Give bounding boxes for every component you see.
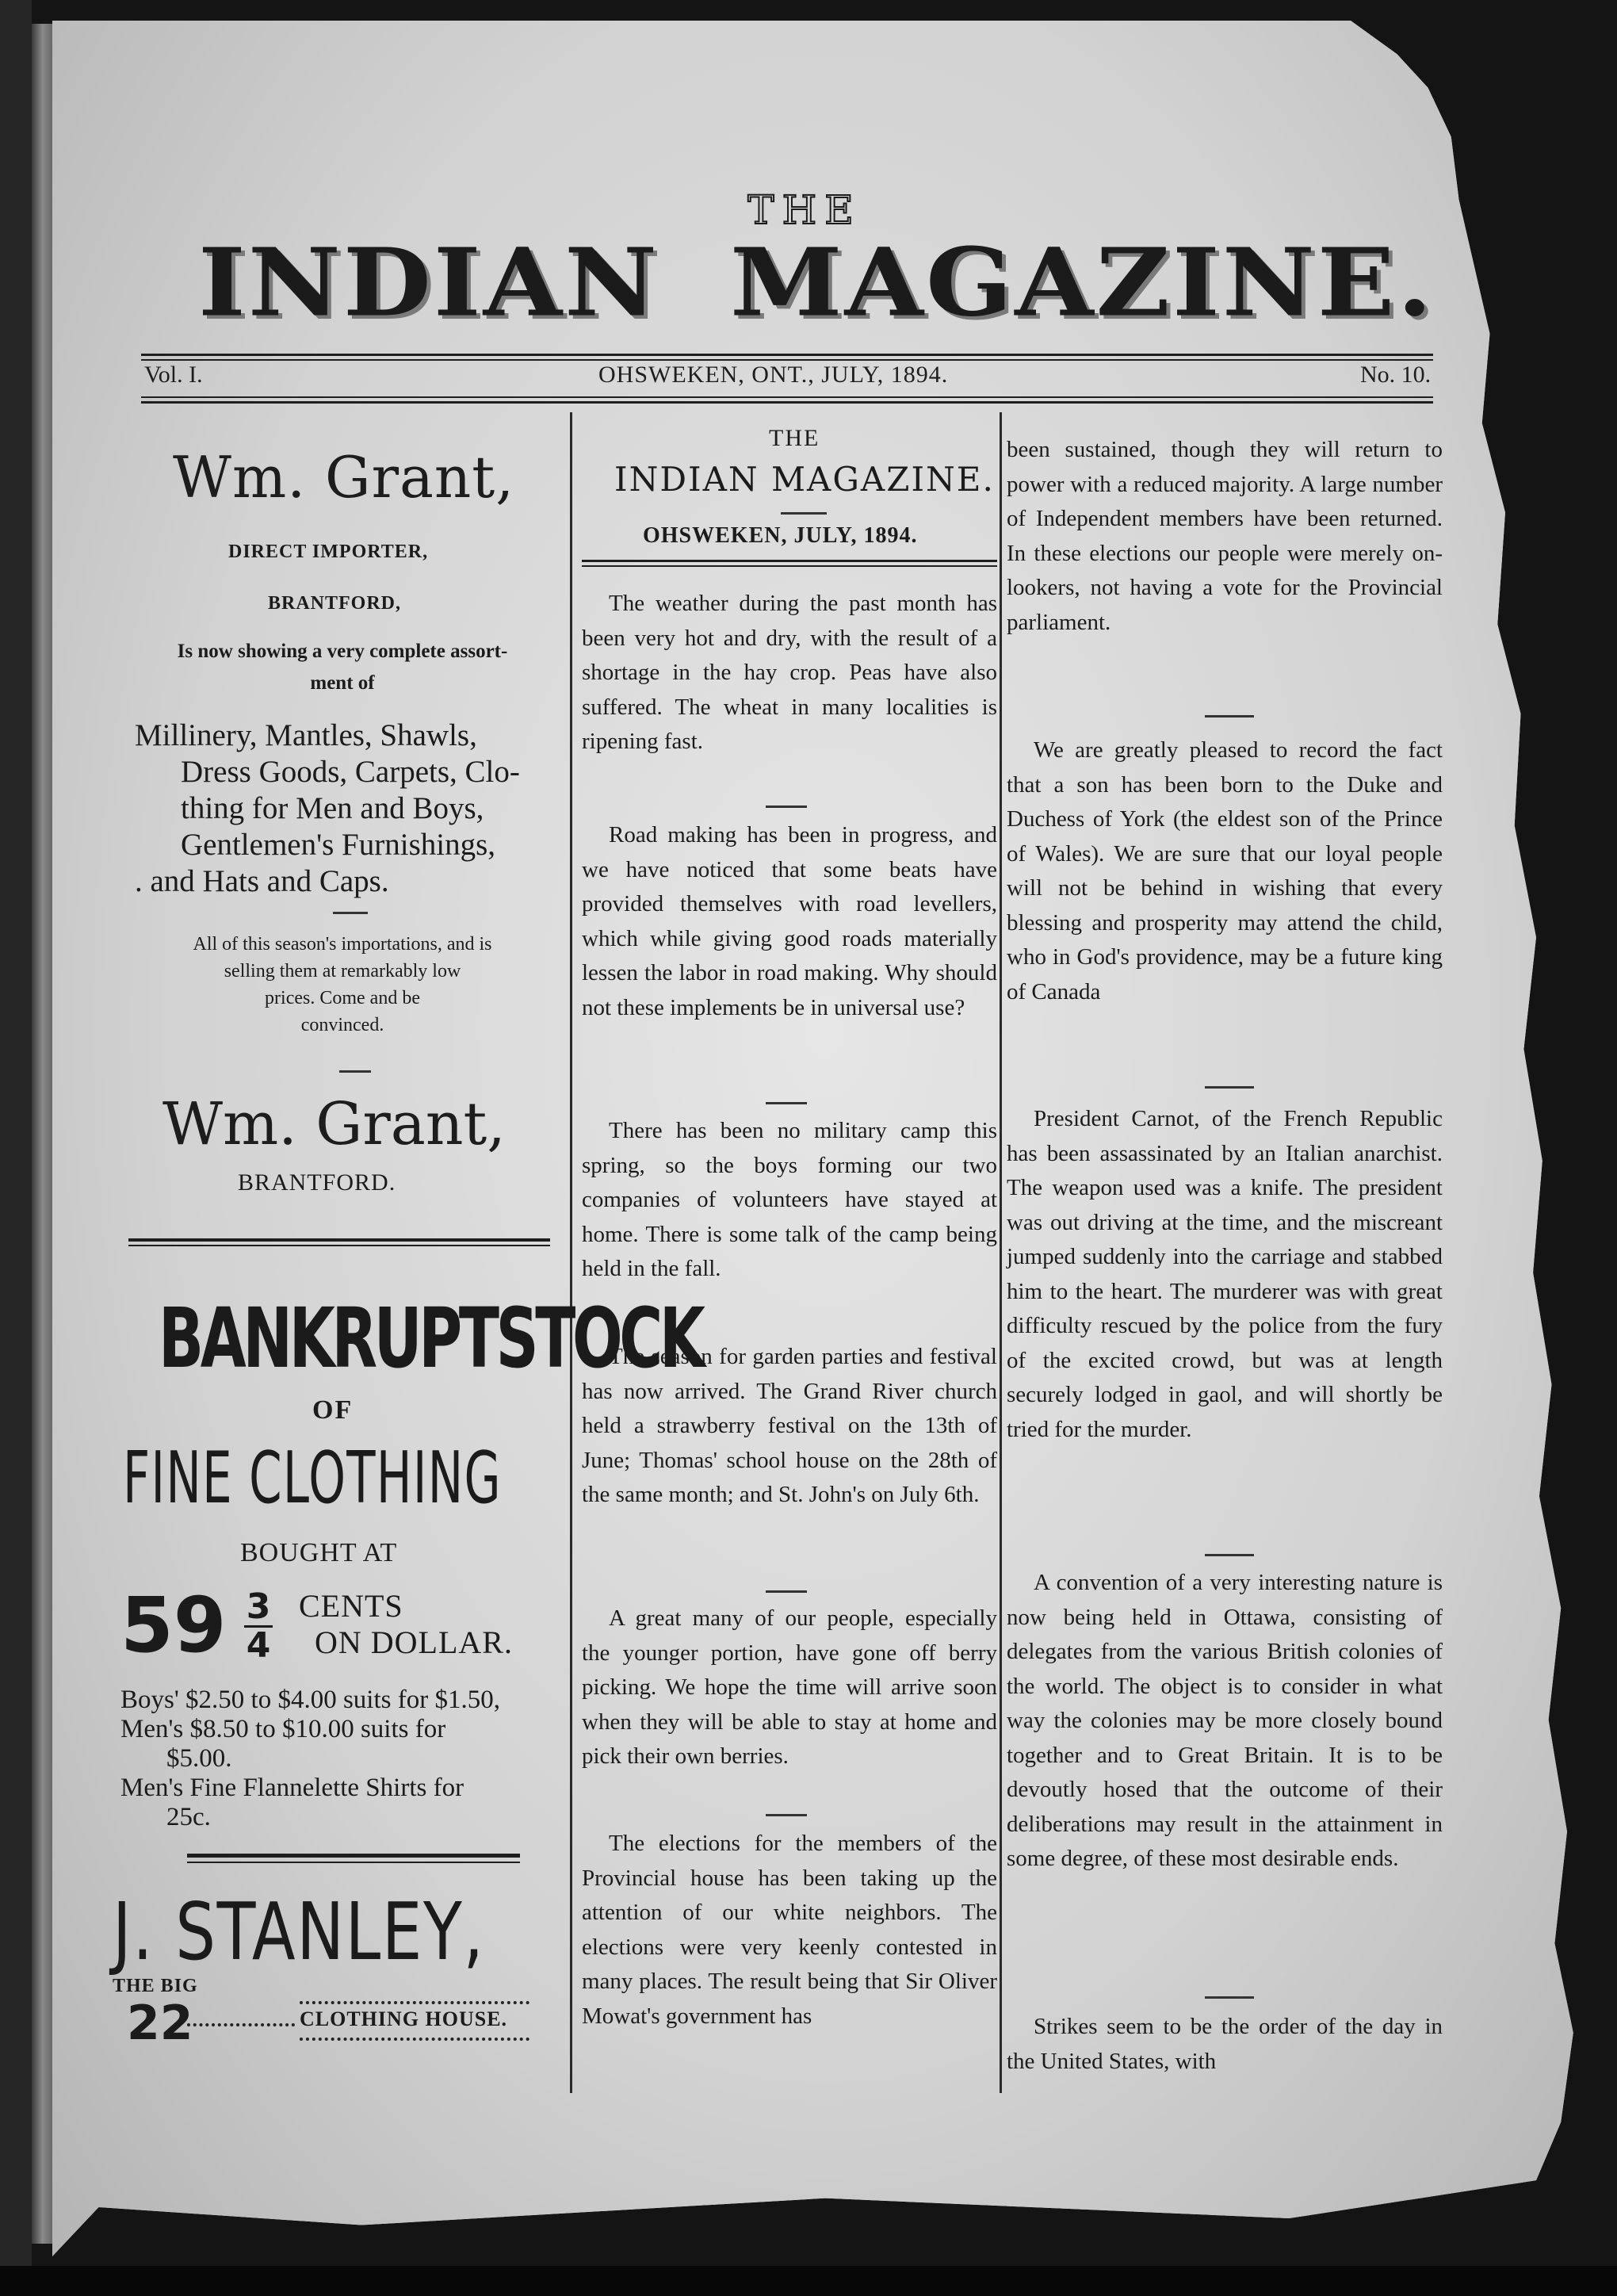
scan-bottom-border	[0, 2266, 1617, 2296]
goods-line: thing for Men and Boys,	[181, 791, 484, 825]
editorial-rule-2	[582, 565, 997, 567]
masthead-rule-top	[141, 354, 1433, 356]
goods-line: Millinery, Mantles, Shawls,	[135, 718, 477, 752]
ad-cents	[299, 1588, 513, 1661]
advertiser-name: Wm. Grant,	[173, 444, 515, 511]
article-paragraph: Strikes seem to be the order of the day in the United States, with	[1007, 2014, 1443, 2074]
ad-pitch-line: convinced.	[300, 1015, 384, 1035]
issue-number: No. 10.	[1360, 362, 1432, 388]
ad-headline-word: STOCK	[495, 1290, 702, 1387]
masthead-word-indian: INDIAN	[198, 228, 660, 338]
stanley-rule-2	[187, 1862, 520, 1863]
article-paragraph: The weather during the past month has been very hot and dry, with the result of a shortage in the hay crop. Peas have also suffered. The wheat in many localities is ripening fast.	[582, 591, 997, 754]
masthead-rule-top-2	[141, 359, 1433, 361]
ad-bought-at: BOUGHT AT	[240, 1538, 398, 1567]
binding-strip	[32, 24, 55, 2244]
ad-headline-word: BANKRUPT	[159, 1290, 496, 1387]
goods-line: Gentlemen's Furnishings,	[181, 828, 496, 862]
ad-of: OF	[312, 1395, 354, 1425]
separator	[1205, 1996, 1254, 1999]
separator	[1205, 715, 1254, 718]
goods-line: . and Hats and Caps.	[135, 864, 389, 898]
price-line: Men's Fine Flannelette Shirts for	[120, 1774, 464, 1802]
column-rule-right	[1000, 412, 1002, 2093]
price-list	[120, 1686, 539, 1832]
price-line: $5.00.	[166, 1744, 232, 1773]
ad-pitch-line: selling them at remarkably low	[224, 961, 461, 982]
separator	[333, 912, 368, 914]
separator	[339, 1070, 371, 1073]
price-line: Men's $8.50 to $10.00 suits for	[120, 1715, 446, 1743]
clothing-house-label: CLOTHING HOUSE.	[300, 2007, 508, 2030]
stanley-rule	[187, 1854, 520, 1858]
on-dollar-label: ON DOLLAR.	[315, 1624, 513, 1660]
article-paragraph: Road making has been in progress, and we have noticed that some beats have provided themselves with road levellers, which while giving good roads materially lessen the labor in road making. Why should not these implements be in universal use?	[582, 822, 997, 1020]
masthead-title	[198, 228, 1435, 338]
editorial-the: THE	[769, 425, 820, 451]
ad-divider	[128, 1238, 550, 1242]
editorial-title: INDIAN MAGAZINE.	[614, 460, 995, 499]
volume-label: Vol. I.	[144, 362, 203, 388]
scan-border	[0, 0, 32, 2296]
article-paragraph: The season for garden parties and festival has now arrived. The Grand River church held a strawberry festival on the 13th of June; Thomas' school house on the 28th of the same month; and St. John's on July 6th.	[582, 1344, 997, 1507]
separator	[781, 512, 827, 515]
stanley-name: J. STANLEY,	[113, 1885, 485, 1978]
article-paragraph: The elections for the members of the Provincial house has been taking up the attention of our white neighbors. The elections were very keenly contested in many places. The result being that Sir Oliver Mowat's government has	[582, 1831, 997, 2029]
ad-headline	[159, 1290, 702, 1387]
article-paragraph: A convention of a very interesting nature is now being held in Ottawa, consisting of delegates from the various British colonies of the world. The object is to consider in what way the colonies may be more closely bound together and to Great Britain. It is to be devoutly hosed that the outcome of their deliberations may result in the attainment in some degree, of these most desirable ends.	[1007, 1570, 1443, 1871]
cents-label: CENTS	[299, 1588, 403, 1624]
advertiser-town: BRANTFORD,	[268, 593, 402, 614]
dateline-place-date: OHSWEKEN, ONT., JULY, 1894.	[598, 362, 949, 388]
the-big-label: THE BIG	[113, 1976, 198, 1996]
column-rule-left	[570, 412, 572, 2093]
article-paragraph: A great many of our people, especially the younger portion, have gone off berry picking. We hope the time will arrive soon when they will be able to stay at home and pick their own berries.	[582, 1605, 997, 1769]
fraction-numerator: 3	[246, 1586, 271, 1627]
dateline-rule-2	[141, 401, 1433, 404]
separator	[1205, 1086, 1254, 1089]
advertiser-role: DIRECT IMPORTER,	[228, 541, 429, 562]
ad-intro-line: ment of	[310, 672, 375, 694]
ad-fine-clothing: FINE CLOTHING	[123, 1437, 502, 1520]
separator	[766, 1102, 807, 1104]
editorial-rule	[582, 560, 997, 562]
dateline-rule	[141, 396, 1433, 398]
editorial-date: OHSWEKEN, JULY, 1894.	[643, 523, 918, 548]
article-paragraph: been sustained, though they will return to power with a reduced majority. A large number of Independent members have been returned. In these elections our people were merely on-lookers, not having a vote for the Provincial parliament.	[1007, 437, 1443, 635]
goods-list	[135, 718, 579, 900]
fraction-denominator: 4	[246, 1625, 271, 1666]
masthead-the: THE	[747, 187, 862, 233]
goods-line: Dress Goods, Carpets, Clo-	[181, 755, 520, 789]
store-number: 22	[127, 1996, 193, 2051]
separator	[766, 1590, 807, 1593]
article-paragraph: President Carnot, of the French Republic has been assassinated by an Italian anarchist. The weapon used was a knife. The president was out driving at the time, and the miscreant jumped suddenly into the carriage and stabbed him to the heart. The murderer was with great difficulty rescued by the police from the fury of the excited crowd, but was at length securely lodged in gaol, and will shortly be tried for the murder.	[1007, 1106, 1443, 1442]
article-paragraph: There has been no military camp this spring, so the boys forming our two companies of volunteers have stayed at home. There is some talk of the camp being held in the fall.	[582, 1118, 997, 1281]
separator	[766, 1814, 807, 1816]
ad-pitch-line: prices. Come and be	[265, 988, 420, 1008]
price-line: Boys' $2.50 to $4.00 suits for $1.50,	[120, 1686, 500, 1714]
leader-dots-top	[300, 2001, 529, 2004]
ad-pitch-line: All of this season's importations, and is	[193, 934, 492, 955]
masthead-word-magazine: MAGAZINE.	[729, 228, 1435, 338]
ad-price-number: 59	[120, 1581, 227, 1670]
separator	[1205, 1554, 1254, 1556]
leader-dots	[187, 2023, 295, 2026]
leader-dots-bottom	[300, 2038, 529, 2041]
article-paragraph: We are greatly pleased to record the fact that a son has been born to the Duke and Duchess of York (the eldest son of the Prince of Wales). We are sure that our loyal people will not be behind in wishing that every blessing and prosperity may attend the child, who in God's providence, may be a future king of Canada	[1007, 737, 1443, 1004]
ad-price-fraction	[243, 1586, 274, 1666]
advertiser-name-repeat: Wm. Grant,	[162, 1090, 506, 1158]
price-line: 25c.	[166, 1803, 211, 1831]
advertiser-town-repeat: BRANTFORD.	[238, 1169, 396, 1196]
separator	[766, 806, 807, 808]
ad-divider-2	[128, 1245, 550, 1246]
ad-intro-line: Is now showing a very complete assort-	[177, 641, 508, 662]
